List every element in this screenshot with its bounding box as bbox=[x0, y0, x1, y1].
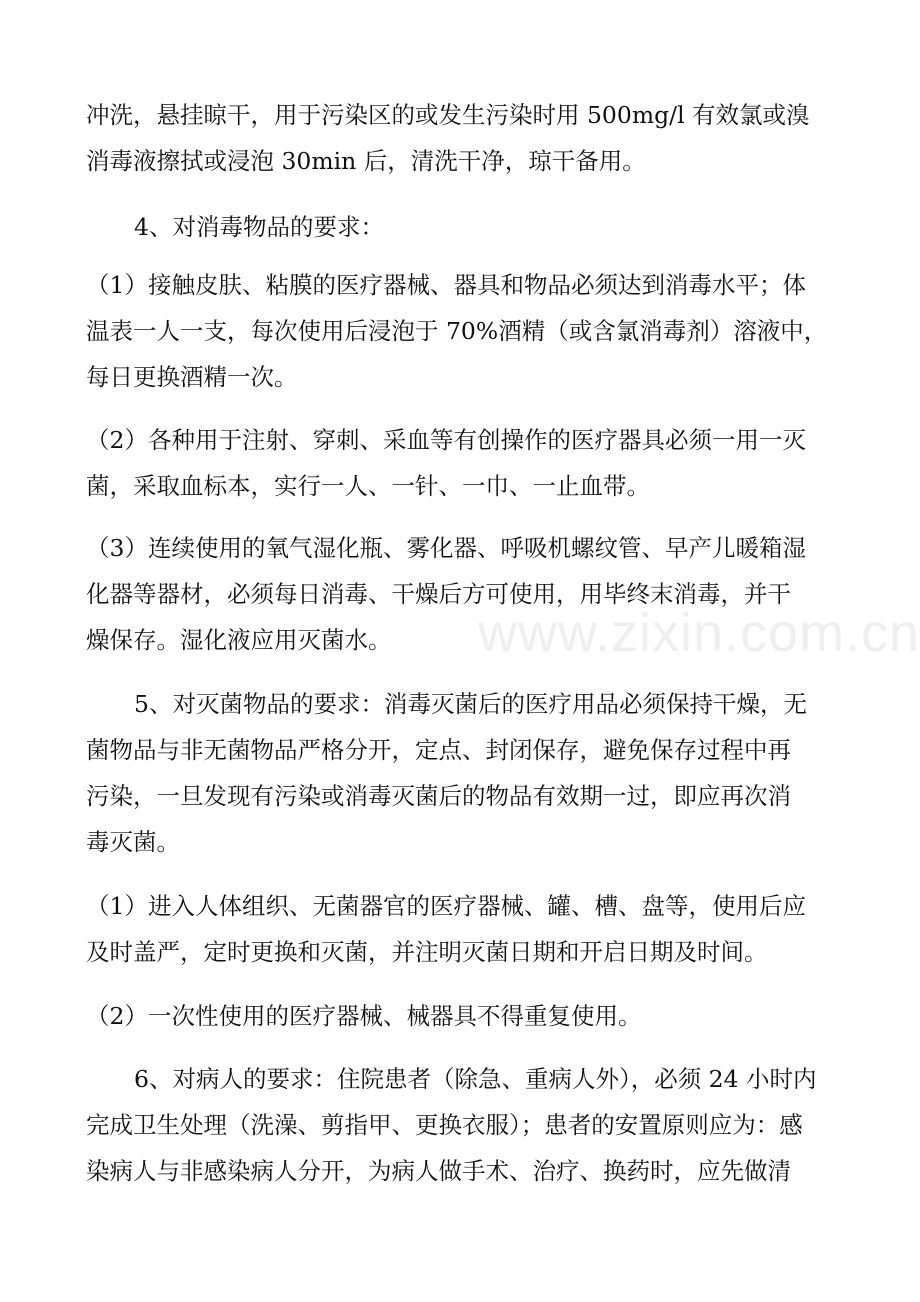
section-heading: 4、对消毒物品的要求： bbox=[134, 213, 384, 241]
body-line: 冲洗，悬挂晾干，用于污染区的或发生污染时用 500mg/l 有效氯或溴 bbox=[86, 101, 810, 129]
body-line: （3）连续使用的氧气湿化瓶、雾化器、呼吸机螺纹管、早产儿暖箱湿 bbox=[86, 534, 806, 562]
section-heading: 6、对病人的要求：住院患者（除急、重病人外），必须 24 小时内 bbox=[134, 1065, 817, 1093]
watermark: www.zixin.com.cn bbox=[478, 603, 920, 663]
body-line: （2）一次性使用的医疗器械、械器具不得重复使用。 bbox=[86, 1002, 642, 1030]
body-line: （2）各种用于注射、穿刺、采血等有创操作的医疗器具必须一用一灭 bbox=[86, 426, 806, 454]
body-line: 每日更换酒精一次。 bbox=[86, 363, 298, 391]
body-line: 燥保存。湿化液应用灭菌水。 bbox=[86, 626, 392, 654]
body-line: 毒灭菌。 bbox=[86, 828, 180, 856]
body-line: 完成卫生处理（洗澡、剪指甲、更换衣服）；患者的安置原则应为：感 bbox=[86, 1111, 803, 1139]
body-line: 菌物品与非无菌物品严格分开，定点、封闭保存，避免保存过程中再 bbox=[86, 736, 791, 764]
body-line: （1）进入人体组织、无菌器官的医疗器械、罐、槽、盘等，使用后应 bbox=[86, 892, 806, 920]
body-line: （1）接触皮肤、粘膜的医疗器械、器具和物品必须达到消毒水平；体 bbox=[86, 271, 806, 299]
body-line: 及时盖严，定时更换和灭菌，并注明灭菌日期和开启日期及时间。 bbox=[86, 938, 768, 966]
body-line: 菌，采取血标本，实行一人、一针、一巾、一止血带。 bbox=[86, 472, 650, 500]
body-line: 化器等器材，必须每日消毒、干燥后方可使用，用毕终末消毒，并干 bbox=[86, 580, 791, 608]
body-line: 温表一人一支，每次使用后浸泡于 70%酒精（或含氯消毒剂）溶液中， bbox=[86, 317, 828, 345]
body-line: 消毒液擦拭或浸泡 30min 后，清洗干净，琼干备用。 bbox=[86, 147, 646, 175]
body-line: 污染，一旦发现有污染或消毒灭菌后的物品有效期一过，即应再次消 bbox=[86, 782, 791, 810]
section-heading: 5、对灭菌物品的要求：消毒灭菌后的医疗用品必须保持干燥，无 bbox=[134, 690, 807, 718]
body-line: 染病人与非感染病人分开，为病人做手术、治疗、换药时，应先做清 bbox=[86, 1157, 791, 1185]
